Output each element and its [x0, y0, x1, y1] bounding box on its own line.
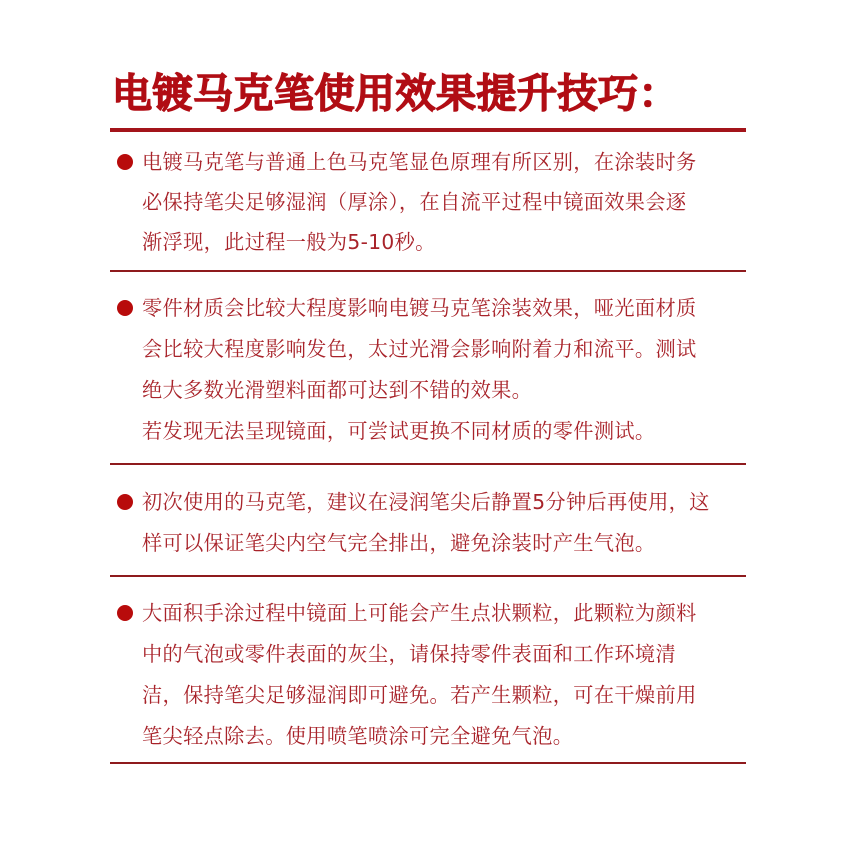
title-underline	[110, 128, 746, 132]
tip-text-line: 必保持笔尖足够湿润（厚涂），在自流平过程中镜面效果会逐	[142, 190, 687, 214]
section-divider	[110, 575, 746, 577]
bullet-dot-icon	[117, 300, 133, 316]
tip-text-line: 样可以保证笔尖内空气完全排出，避免涂装时产生气泡。	[142, 531, 656, 555]
section-divider	[110, 762, 746, 764]
tip-text-line: 电镀马克笔与普通上色马克笔显色原理有所区别，在涂装时务	[142, 150, 697, 174]
tip-text-line: 大面积手涂过程中镜面上可能会产生点状颗粒，此颗粒为颜料	[142, 601, 697, 625]
page-title: 电镀马克笔使用效果提升技巧：	[112, 71, 679, 117]
tip-text-line: 初次使用的马克笔，建议在浸润笔尖后静置5分钟后再使用，这	[142, 490, 710, 514]
tip-text-line: 会比较大程度影响发色，太过光滑会影响附着力和流平。测试	[142, 337, 697, 361]
bullet-dot-icon	[117, 605, 133, 621]
tip-text-line: 零件材质会比较大程度影响电镀马克笔涂装效果，哑光面材质	[142, 296, 697, 320]
section-divider	[110, 270, 746, 272]
tip-text-line: 若发现无法呈现镜面，可尝试更换不同材质的零件测试。	[142, 419, 656, 443]
tip-text-line: 绝大多数光滑塑料面都可达到不错的效果。	[142, 378, 533, 402]
tip-text-line: 渐浮现，此过程一般为5-10秒。	[142, 230, 436, 254]
tip-text-line: 笔尖轻点除去。使用喷笔喷涂可完全避免气泡。	[142, 724, 574, 748]
bullet-dot-icon	[117, 494, 133, 510]
bullet-dot-icon	[117, 154, 133, 170]
tip-text-line: 洁，保持笔尖足够湿润即可避免。若产生颗粒，可在干燥前用	[142, 683, 697, 707]
tip-text-line: 中的气泡或零件表面的灰尘，请保持零件表面和工作环境清	[142, 642, 676, 666]
section-divider	[110, 463, 746, 465]
